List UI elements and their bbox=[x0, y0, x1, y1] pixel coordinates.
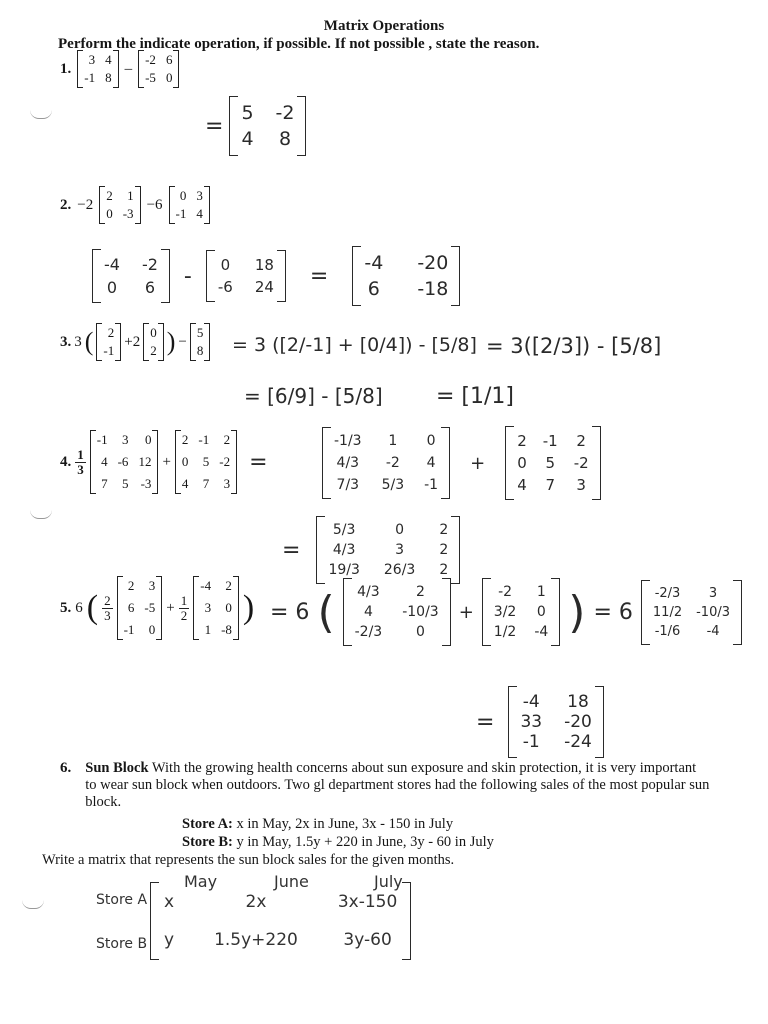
q4-fraction: 1 3 bbox=[77, 446, 84, 477]
q2-work-matrix-b: 0 18 -6 24 bbox=[206, 254, 286, 298]
q2-work-matrix-a: -4 -2 0 6 bbox=[92, 253, 170, 299]
q4-answer-line: = 5/3 0 2 4/3 3 2 19/3 26/3 2 bbox=[282, 520, 460, 580]
q3-work-step-3: = [6/9] - [5/8] bbox=[244, 384, 383, 408]
q6-store-a: Store A: x in May, 2x in June, 3x - 150 in July bbox=[182, 816, 454, 832]
q6-store-b: Store B: y in May, 1.5y + 220 in June, 3y - 60 in July bbox=[182, 834, 494, 850]
question-4-number: 4. bbox=[60, 453, 72, 470]
margin-mark bbox=[22, 900, 44, 909]
q5-matrix-a: 2 3 6 -5 -1 0 bbox=[117, 578, 163, 638]
q1-matrix-b: -2 6 -5 0 bbox=[138, 52, 179, 86]
q4-work-line: -1/3 1 0 4/3 -2 4 7/3 5/3 -1 + 2 -1 2 0 5 -2 4 7 3 bbox=[322, 430, 601, 496]
question-3-number: 3. bbox=[60, 333, 72, 350]
question-2-number: 2. bbox=[60, 196, 72, 213]
q6-question: Write a matrix that represents the sun block sales for the given months. bbox=[42, 852, 455, 868]
question-3: 3. 3 ( 2 -1 +2 0 2 ) − 5 8 bbox=[60, 325, 210, 359]
q5-answer-line: = -4 18 33 -20 -1 -24 bbox=[476, 690, 604, 754]
q5-fraction-1: 2 3 bbox=[104, 592, 111, 623]
q5-answer-matrix: -4 18 33 -20 -1 -24 bbox=[508, 690, 603, 754]
q4-work-matrix-b: 2 -1 2 0 5 -2 4 7 3 bbox=[505, 430, 600, 496]
q2-matrix-a: 2 1 0 -3 bbox=[99, 188, 140, 222]
question-1-number: 1. bbox=[60, 60, 72, 77]
instructions: Perform the indicate operation, if possible. If not possible , state the reason. bbox=[58, 36, 540, 52]
question-4: 4. 1 3 -1 3 0 4 -6 12 7 5 -3 + 2 -1 2 0 5 -2 4 7 3 = bbox=[60, 432, 268, 491]
q4-work-matrix-a: -1/3 1 0 4/3 -2 4 7/3 5/3 -1 bbox=[322, 431, 450, 495]
q2-matrix-b: 0 3 -1 4 bbox=[169, 188, 210, 222]
q1-answer-matrix: 5 -2 4 8 bbox=[229, 100, 306, 152]
margin-mark bbox=[30, 510, 52, 519]
q5-work-matrix-a: 4/3 2 4 -10/3 -2/3 0 bbox=[343, 582, 451, 642]
question-5-number: 5. bbox=[60, 599, 72, 616]
q3-vector-a: 2 -1 bbox=[96, 325, 121, 359]
q5-work-matrix-c: -2/3 3 11/2 -10/3 -1/6 -4 bbox=[641, 584, 742, 641]
q6-paragraph: Sun Block With the growing health concerns about sun exposure and skin protection, it is very important to wear sun block when outdoors. Two gl department stores had the following sales of the most popular sun block. bbox=[85, 760, 710, 810]
worksheet-title: Matrix Operations bbox=[323, 18, 445, 34]
margin-mark bbox=[30, 110, 52, 119]
q1-operator: – bbox=[124, 60, 133, 77]
question-2: 2. −2 2 1 0 -3 −6 0 3 -1 4 bbox=[60, 188, 210, 222]
q2-work-line: -4 -2 0 6 - 0 18 -6 24 = -4 -20 6 -18 bbox=[92, 250, 460, 302]
q5-matrix-b: -4 2 3 0 1 -8 bbox=[193, 578, 239, 638]
q4-matrix-a: -1 3 0 4 -6 12 7 5 -3 bbox=[90, 432, 159, 492]
q2-answer-matrix: -4 -20 6 -18 bbox=[352, 250, 460, 302]
q3-work-step-2: = 3([2/3]) - [5/8] bbox=[486, 334, 662, 358]
q5-work-matrix-b: -2 1 3/2 0 1/2 -4 bbox=[482, 582, 561, 642]
q4-answer-matrix: 5/3 0 2 4/3 3 2 19/3 26/3 2 bbox=[316, 520, 460, 580]
q6-row-label-store-a: Store A bbox=[96, 892, 148, 908]
q3-answer: = [1/1] bbox=[436, 384, 514, 409]
question-1 bbox=[60, 52, 179, 86]
question-6-number: 6. bbox=[60, 760, 72, 776]
question-6 bbox=[60, 760, 710, 811]
q6-row-label-store-b: Store B bbox=[96, 936, 148, 952]
q5-work-line: = 6 ( 4/3 2 4 -10/3 -2/3 0 + -2 1 3/2 0 1/2 -4 ) = 6 -2/3 3 11/2 -10/3 -1/6 -4 bbox=[270, 582, 742, 642]
q6-answer-matrix: x 2x 3x-150 y 1.5y+220 3y-60 bbox=[150, 886, 411, 956]
q1-matrix-a: 3 4 -1 8 bbox=[77, 52, 118, 86]
q3-vector-b: 0 2 bbox=[143, 325, 164, 359]
q3-work-step-1: = 3 ([2/-1] + [0/4]) - [5/8] bbox=[232, 334, 477, 356]
q4-matrix-b: 2 -1 2 0 5 -2 4 7 3 bbox=[175, 432, 237, 492]
question-5: 5. 6 ( 2 3 2 3 6 -5 -1 0 + $\frac{1}{2}$ -4 2 3 0 1 -8 ) bbox=[60, 578, 255, 637]
q6-column-headers: May June July bbox=[184, 872, 403, 891]
q1-answer-line: = 5 -2 4 8 bbox=[205, 100, 306, 152]
q5-fraction-2: $\frac{1}{2}$ bbox=[180, 592, 188, 623]
q3-vector-c: 5 8 bbox=[190, 325, 211, 359]
